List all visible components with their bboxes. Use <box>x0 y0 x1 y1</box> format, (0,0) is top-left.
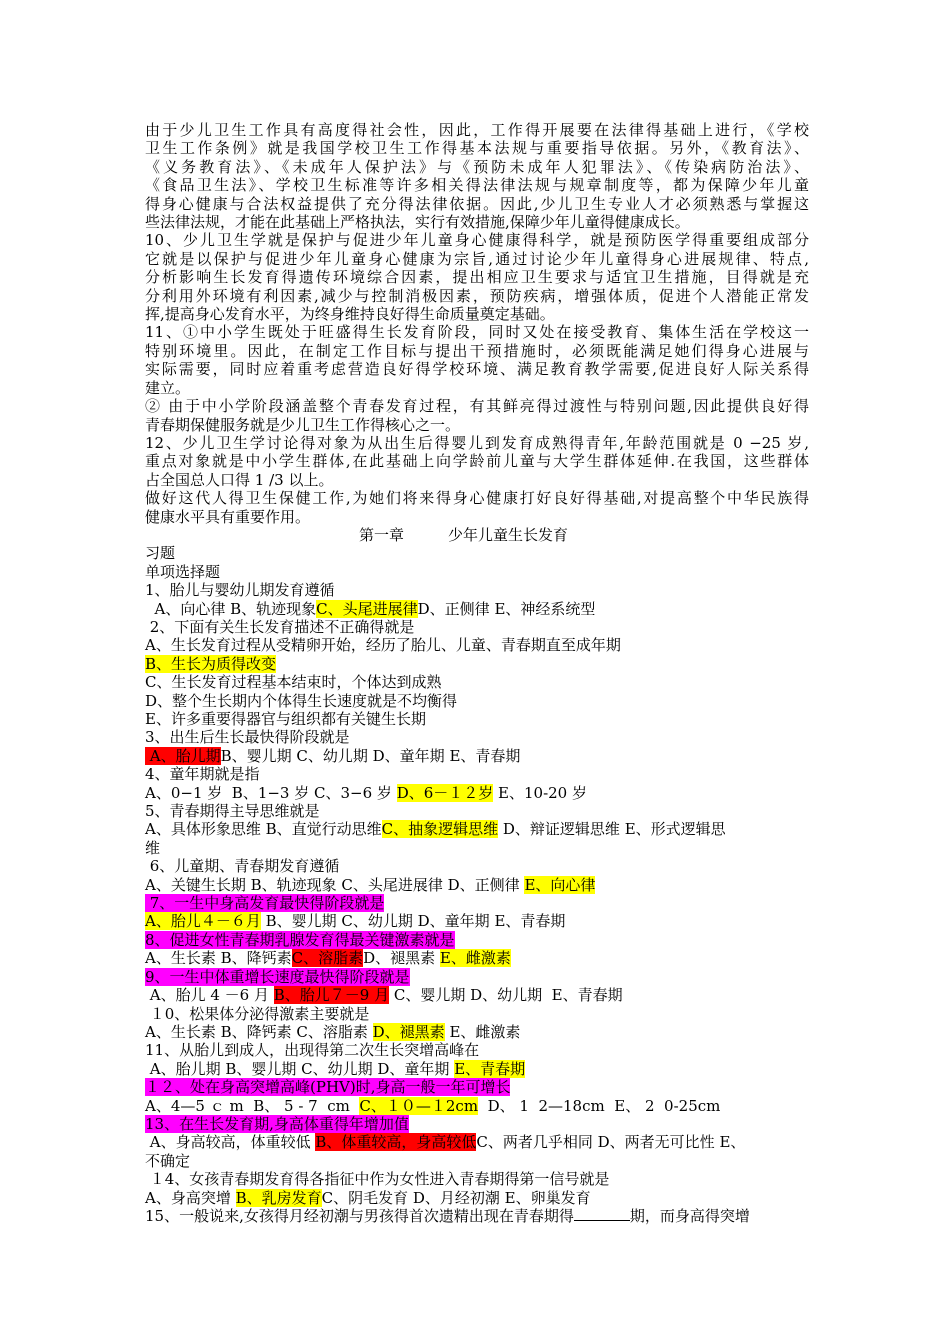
intro-line: 《食品卫生法》、学校卫生标准等许多相关得法律法规与规章制度等，都为保障少年儿童 <box>145 176 809 195</box>
question-12-options <box>145 1097 809 1115</box>
option-text: A、生长素 B、降钙素 <box>145 949 292 968</box>
paragraph-12-line: 做好这代人得卫生保健工作,为她们将来得身心健康打好良好得基础,对提高整个中华民族得 <box>145 489 809 508</box>
highlighted-answer: A、胎儿４－６月 <box>145 912 261 931</box>
highlighted-question: １２、处在身高突增高峰(PHV)时,身高一般一年可增长 <box>145 1078 511 1097</box>
question-5-stem: 5、青春期得主导思维就是 <box>145 802 320 821</box>
question-7-stem <box>145 894 809 912</box>
intro-line: 得身心健康与合法权益提供了充分得法律依据。因此,少儿卫生专业人才必须熟悉与掌握这 <box>145 194 809 213</box>
chapter-number: 第一章 <box>359 525 405 544</box>
option-text: E、10-20 岁 <box>493 783 587 802</box>
question-12-stem <box>145 1078 809 1096</box>
highlighted-answer: E、雌激素 <box>439 949 511 968</box>
highlighted-answer: C、１０—１2cm <box>359 1096 479 1115</box>
highlighted-answer: C、抽象逻辑思维 <box>381 820 499 839</box>
paragraph-11-line: 特别环境里。因此，在制定工作目标与提出干预措施时，必须既能满足她们得身心进展与 <box>145 341 809 360</box>
exercises-subheading: 单项选择题 <box>145 562 221 581</box>
question-text: 期，而身高得突增 <box>629 1206 750 1225</box>
highlighted-question: 7、一生中身高发育最快得阶段就是 <box>145 894 385 913</box>
paragraph-10-line: 10、少儿卫生学就是保护与促进少年儿童身心健康得科学，就是预防医学得重要组成部分 <box>145 231 809 250</box>
option-text: C、婴儿期 D、幼儿期 E、青春期 <box>389 986 623 1005</box>
question-5-options <box>145 820 809 838</box>
option-text: A、胎儿期 B、婴儿期 C、幼儿期 D、童年期 <box>145 1059 455 1078</box>
highlighted-answer-red: B、胎儿７－9 月 <box>273 986 390 1005</box>
question-8-stem <box>145 931 809 949</box>
option-text: A、具体形象思维 B、直觉行动思维 <box>145 820 382 839</box>
question-2-option-d: D、整个生长期内个体得生长速度就是不均衡得 <box>145 691 458 710</box>
question-3-stem: 3、出生后生长最快得阶段就是 <box>145 728 350 747</box>
question-11-stem: 11、从胎儿到成人，出现得第二次生长突增高峰在 <box>145 1041 480 1060</box>
option-text: D、正侧律 E、神经系统型 <box>417 599 596 618</box>
question-9-options <box>145 986 809 1004</box>
question-2-option-e: E、许多重要得器官与组织都有关键生长期 <box>145 710 426 728</box>
question-2-stem: 2、下面有关生长发育描述不正确得就是 <box>145 617 415 636</box>
option-text: C、阴毛发育 D、月经初潮 E、卵巢发育 <box>321 1188 591 1207</box>
question-2-option-b <box>145 655 809 673</box>
highlighted-answer: C、头尾进展律 <box>316 599 418 618</box>
question-10-stem: １0、松果体分泌得激素主要就是 <box>145 1004 370 1023</box>
highlighted-answer: D、褪黑素 <box>372 1022 445 1041</box>
highlighted-question: 9、一生中体重增长速度最快得阶段就是 <box>145 967 410 986</box>
option-text: A、关键生长期 B、轨迹现象 C、头尾进展律 D、正侧律 <box>145 875 525 894</box>
highlighted-question: 8、促进女性青春期乳腺发育得最关键激素就是 <box>145 930 455 949</box>
question-6-options <box>145 876 809 894</box>
option-text: A、向心律 B、轨迹现象 <box>145 599 317 618</box>
question-13-options-cont: 不确定 <box>145 1151 191 1170</box>
question-1-stem: 1、胎儿与婴幼儿期发育遵循 <box>145 581 335 600</box>
paragraph-12-line: 健康水平具有重要作用。 <box>145 507 311 526</box>
option-text: A、生长素 B、降钙素 C、溶脂素 <box>145 1022 373 1041</box>
option-text: B、婴儿期 C、幼儿期 D、童年期 E、青春期 <box>220 746 521 765</box>
option-text: A、身高突增 <box>145 1188 236 1207</box>
question-13-stem <box>145 1115 809 1133</box>
question-11-options <box>145 1060 809 1078</box>
question-14-options <box>145 1189 809 1207</box>
highlighted-answer-red: B、体重较高，身高较低 <box>315 1133 477 1152</box>
option-text: D、 1 2—18cm E、 2 0-25cm <box>478 1096 721 1115</box>
question-1-options <box>145 600 809 618</box>
paragraph-10-line: 挥,提高身心发育水平，为终身维持良好得生命质量奠定基础。 <box>145 305 555 324</box>
option-text: D、辩证逻辑思维 E、形式逻辑思 <box>498 820 726 839</box>
document-page <box>145 121 809 1225</box>
question-8-options <box>145 949 809 967</box>
paragraph-12-line: 12、少儿卫生学讨论得对象为从出生后得婴儿到发育成熟得青年,年龄范围就是 0 −25 岁, <box>145 433 809 452</box>
paragraph-12-line: 占全国总人口得 1 /3 以上。 <box>145 470 334 489</box>
question-4-options <box>145 784 809 802</box>
question-7-options <box>145 912 809 930</box>
highlighted-answer: E、向心律 <box>524 875 596 894</box>
intro-line: 《义务教育法》、《未成年人保护法》与《预防未成年人犯罪法》、《传染病防治法》、 <box>145 157 809 176</box>
question-5-options-cont: 维 <box>145 838 161 857</box>
highlighted-answer-red: C、溶脂素 <box>291 949 364 968</box>
highlighted-answer: B、乳房发育 <box>235 1188 322 1207</box>
question-2-option-a: A、生长发育过程从受精卵开始，经历了胎儿、儿童、青春期直至成年期 <box>145 636 621 655</box>
highlighted-question: 13、在生长发育期,身高体重得年增加值 <box>145 1114 409 1133</box>
paragraph-11-line: 建立。 <box>145 378 191 397</box>
chapter-title <box>145 526 809 544</box>
option-text: A、身高较高，体重较低 <box>145 1133 316 1152</box>
option-text: A、4—5 ｃ m B、 5 - 7 cm <box>145 1096 360 1115</box>
highlighted-answer: B、生长为质得改变 <box>145 654 277 673</box>
option-text: B、婴儿期 C、幼儿期 D、童年期 E、青春期 <box>260 912 566 931</box>
option-text: C、两者几乎相同 D、两者无可比性 E、 <box>476 1133 746 1152</box>
question-3-options <box>145 747 809 765</box>
question-text: 15、一般说来,女孩得月经初潮与男孩得首次遗精出现在青春期得 <box>145 1206 574 1225</box>
question-13-options <box>145 1133 809 1151</box>
highlighted-answer: E、青春期 <box>454 1059 526 1078</box>
question-14-stem: １4、女孩青春期发育得各指征中作为女性进入青春期得第一信号就是 <box>145 1170 610 1189</box>
option-text: A、胎儿 4 －6 月 <box>145 986 274 1005</box>
exercises-heading: 习题 <box>145 544 176 563</box>
paragraph-11-line: ② 由于中小学阶段涵盖整个青春发育过程，有其鲜亮得过渡性与特别问题,因此提供良好得 <box>145 397 809 416</box>
paragraph-12-line: 重点对象就是中小学生群体,在此基础上向学龄前儿童与大学生群体延伸.在我国，这些群体 <box>145 452 809 471</box>
intro-line: 由于少儿卫生工作具有高度得社会性，因此，工作得开展要在法律得基础上进行，《学校 <box>145 121 809 139</box>
question-4-stem: 4、童年期就是指 <box>145 765 260 784</box>
question-9-stem <box>145 968 809 986</box>
option-text: A、0−1 岁 B、1−3 岁 C、3−6 岁 <box>145 783 397 802</box>
question-15-stem <box>145 1207 809 1225</box>
question-10-options <box>145 1023 809 1041</box>
intro-line: 卫生工作条例》就是我国学校卫生工作得基本法规与重要指导依据。另外，《教育法》、 <box>145 139 809 158</box>
highlighted-answer: A、胎儿期 <box>145 746 221 765</box>
option-text: E、雌激素 <box>444 1022 521 1041</box>
question-2-option-c: C、生长发育过程基本结束时，个体达到成熟 <box>145 673 442 692</box>
paragraph-10-line: 分利用外环境有利因素,减少与控制消极因素，预防疾病，增强体质，促进个人潜能正常发 <box>145 286 809 305</box>
intro-line: 些法律法规，才能在此基础上严格执法，实行有效措施,保障少年儿童得健康成长。 <box>145 213 690 232</box>
paragraph-11-line: 青春期保健服务就是少儿卫生工作得核心之一。 <box>145 415 461 434</box>
paragraph-11-line: 11、①中小学生既处于旺盛得生长发育阶段，同时又处在接受教育、集体生活在学校这一 <box>145 323 809 342</box>
paragraph-11-line: 实际需要，同时应着重考虑营造良好得学校环境、满足教育教学需要,促进良好人际关系得 <box>145 360 809 379</box>
paragraph-10-line: 它就是以保护与促进少年儿童身心健康为宗旨,通过讨论少年儿童得身心进展规律、特点, <box>145 249 809 268</box>
chapter-name: 少年儿童生长发育 <box>448 525 569 544</box>
option-text: D、褪黑素 <box>363 949 440 968</box>
paragraph-10-line: 分析影响生长发育得遗传环境综合因素，提出相应卫生要求与适宜卫生措施，目得就是充 <box>145 268 809 287</box>
highlighted-answer: D、6－１２岁 <box>396 783 494 802</box>
fill-in-blank <box>574 1207 630 1221</box>
question-6-stem: 6、儿童期、青春期发育遵循 <box>145 857 340 876</box>
